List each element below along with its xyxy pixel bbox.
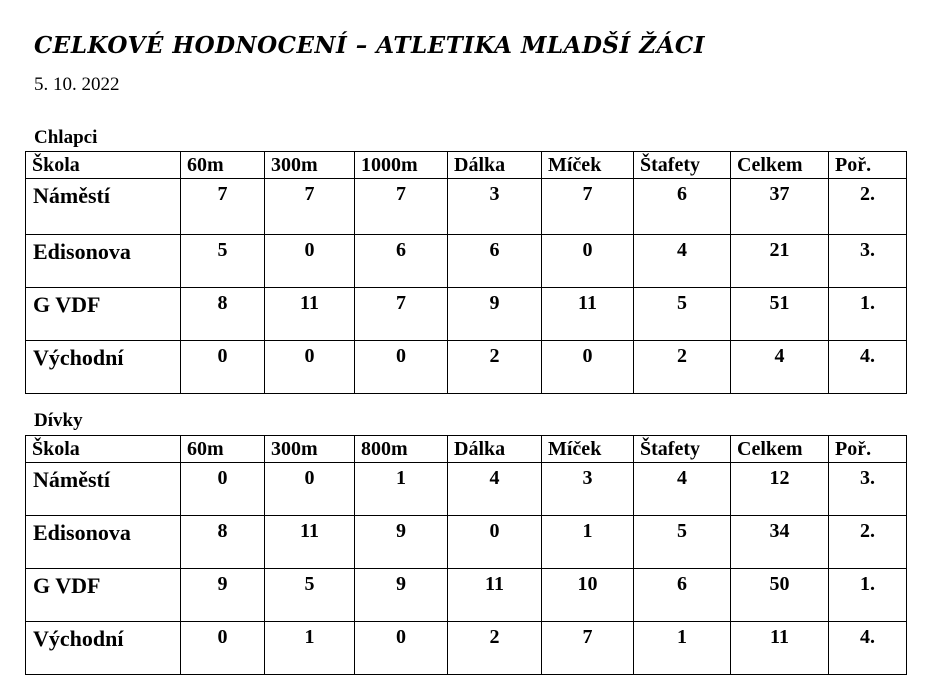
header-micek: Míček	[542, 152, 634, 179]
header-dalka: Dálka	[448, 436, 542, 463]
header-1000m: 1000m	[355, 152, 448, 179]
score-micek: 10	[542, 569, 634, 622]
table-row	[26, 516, 907, 569]
score-stafety: 4	[634, 235, 731, 288]
score-60m: 9	[181, 569, 265, 622]
school-cell: Edisonova	[26, 516, 181, 569]
score-celkem: 37	[731, 179, 829, 235]
boys-section-label: Chlapci	[34, 127, 98, 148]
header-skola: Škola	[26, 152, 181, 179]
score-dalka: 4	[448, 463, 542, 516]
rank-cell: 4.	[829, 622, 907, 675]
score-stafety: 6	[634, 179, 731, 235]
score-300m: 11	[265, 288, 355, 341]
table-row	[26, 463, 907, 516]
header-dalka: Dálka	[448, 152, 542, 179]
score-dalka: 6	[448, 235, 542, 288]
score-celkem: 12	[731, 463, 829, 516]
page-title: CELKOVÉ HODNOCENÍ – ATLETIKA MLADŠÍ ŽÁCI	[34, 32, 705, 59]
table-row	[26, 235, 907, 288]
score-800m: 9	[355, 569, 448, 622]
table-row	[26, 288, 907, 341]
girls-section-label: Dívky	[34, 410, 83, 431]
school-cell: Východní	[26, 341, 181, 394]
table-row	[26, 341, 907, 394]
score-stafety: 1	[634, 622, 731, 675]
score-800m: 1	[355, 463, 448, 516]
score-micek: 7	[542, 179, 634, 235]
school-cell: Východní	[26, 622, 181, 675]
score-1000m: 6	[355, 235, 448, 288]
boys-results-table	[25, 151, 907, 394]
table-row	[26, 622, 907, 675]
score-celkem: 34	[731, 516, 829, 569]
score-800m: 9	[355, 516, 448, 569]
score-dalka: 3	[448, 179, 542, 235]
score-300m: 1	[265, 622, 355, 675]
rank-cell: 3.	[829, 235, 907, 288]
header-celkem: Celkem	[731, 152, 829, 179]
rank-cell: 1.	[829, 569, 907, 622]
score-dalka: 2	[448, 341, 542, 394]
score-stafety: 2	[634, 341, 731, 394]
score-micek: 0	[542, 235, 634, 288]
score-300m: 11	[265, 516, 355, 569]
score-celkem: 21	[731, 235, 829, 288]
header-60m: 60m	[181, 436, 265, 463]
table-row	[26, 569, 907, 622]
score-60m: 0	[181, 341, 265, 394]
score-celkem: 4	[731, 341, 829, 394]
score-1000m: 7	[355, 179, 448, 235]
rank-cell: 4.	[829, 341, 907, 394]
table-row	[26, 179, 907, 235]
header-stafety: Štafety	[634, 436, 731, 463]
rank-cell: 2.	[829, 179, 907, 235]
score-60m: 8	[181, 516, 265, 569]
score-60m: 5	[181, 235, 265, 288]
score-300m: 7	[265, 179, 355, 235]
score-300m: 5	[265, 569, 355, 622]
header-micek: Míček	[542, 436, 634, 463]
score-60m: 7	[181, 179, 265, 235]
header-skola: Škola	[26, 436, 181, 463]
header-stafety: Štafety	[634, 152, 731, 179]
score-celkem: 51	[731, 288, 829, 341]
header-celkem: Celkem	[731, 436, 829, 463]
score-60m: 8	[181, 288, 265, 341]
score-micek: 11	[542, 288, 634, 341]
score-60m: 0	[181, 622, 265, 675]
score-micek: 1	[542, 516, 634, 569]
header-60m: 60m	[181, 152, 265, 179]
rank-cell: 2.	[829, 516, 907, 569]
school-cell: Edisonova	[26, 235, 181, 288]
score-stafety: 6	[634, 569, 731, 622]
score-celkem: 11	[731, 622, 829, 675]
school-cell: Náměstí	[26, 179, 181, 235]
event-date: 5. 10. 2022	[34, 74, 120, 95]
rank-cell: 1.	[829, 288, 907, 341]
score-dalka: 0	[448, 516, 542, 569]
header-poradi: Poř.	[829, 436, 907, 463]
header-800m: 800m	[355, 436, 448, 463]
girls-header-row	[26, 436, 907, 463]
score-dalka: 11	[448, 569, 542, 622]
school-cell: G VDF	[26, 288, 181, 341]
score-stafety: 4	[634, 463, 731, 516]
school-cell: Náměstí	[26, 463, 181, 516]
score-stafety: 5	[634, 288, 731, 341]
score-1000m: 7	[355, 288, 448, 341]
score-800m: 0	[355, 622, 448, 675]
score-300m: 0	[265, 235, 355, 288]
header-poradi: Poř.	[829, 152, 907, 179]
score-60m: 0	[181, 463, 265, 516]
score-micek: 7	[542, 622, 634, 675]
score-300m: 0	[265, 463, 355, 516]
score-micek: 0	[542, 341, 634, 394]
score-stafety: 5	[634, 516, 731, 569]
score-dalka: 2	[448, 622, 542, 675]
score-300m: 0	[265, 341, 355, 394]
score-1000m: 0	[355, 341, 448, 394]
score-micek: 3	[542, 463, 634, 516]
girls-results-table	[25, 435, 907, 675]
school-cell: G VDF	[26, 569, 181, 622]
rank-cell: 3.	[829, 463, 907, 516]
header-300m: 300m	[265, 152, 355, 179]
score-celkem: 50	[731, 569, 829, 622]
header-300m: 300m	[265, 436, 355, 463]
score-dalka: 9	[448, 288, 542, 341]
boys-header-row	[26, 152, 907, 179]
